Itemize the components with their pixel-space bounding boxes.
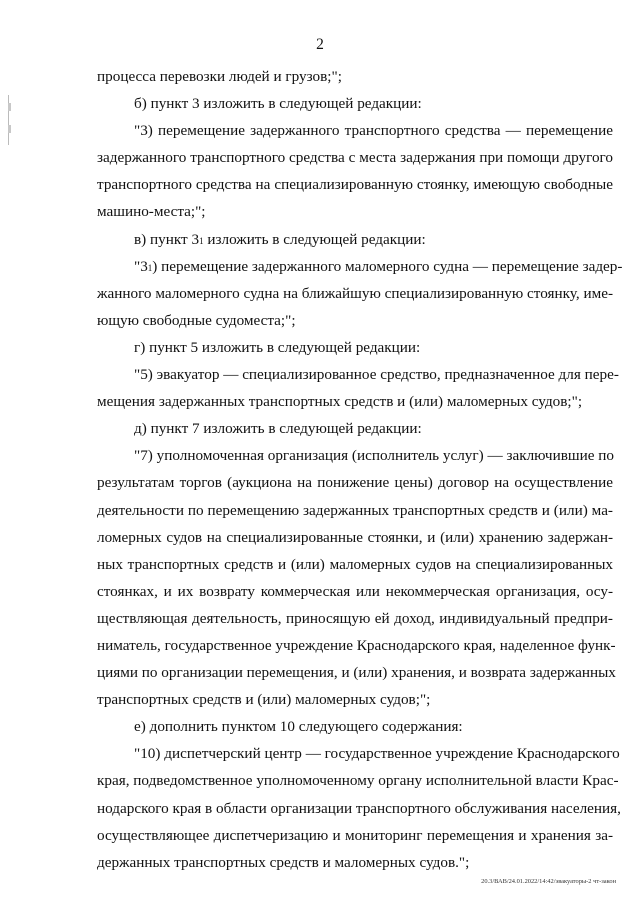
text-line: держанных транспортных средств и маломерных судов.";	[97, 853, 470, 871]
text-line: ниматель, государственное учреждение Краснодарского края, наделенное функ-	[97, 636, 616, 654]
text-line: д) пункт 7 изложить в следующей редакции:	[134, 420, 422, 438]
text-line: процесса перевозки людей и грузов;";	[97, 68, 342, 85]
text-line: е) дополнить пунктом 10 следующего содержания:	[134, 718, 463, 736]
text-line: результатам торгов (аукциона на понижение цены) договор на осуществление	[97, 474, 613, 492]
document-body	[97, 63, 623, 876]
text-line: "3) перемещение задержанного транспортного средства — перемещение	[134, 122, 613, 140]
text-line: ломерных судов на специализированные стоянки, и (или) хранению задержан-	[97, 528, 613, 546]
margin-scan-marks	[8, 95, 12, 145]
text-line: транспортных средств и (или) маломерных судов;";	[97, 691, 431, 709]
text-line: г) пункт 5 изложить в следующей редакции:	[134, 338, 421, 356]
text-line: б) пункт 3 изложить в следующей редакции:	[134, 95, 422, 113]
text-line: "10) диспетчерский центр — государственное учреждение Краснодарского	[134, 745, 620, 763]
page-number: 2	[316, 36, 324, 53]
text-line: края, подведомственное уполномоченному органу исполнительной власти Крас-	[97, 772, 619, 790]
text-line: ществляющая деятельность, приносящую ей доход, индивидуальный предпри-	[97, 609, 613, 627]
text-line: "7) уполномоченная организация (исполнитель услуг) — заключившие по	[134, 447, 614, 465]
text-line: циями по организации перемещения, и (или) хранения, и возврата задержанных	[97, 664, 616, 682]
text-line: осуществляющее диспетчеризацию и мониторинг перемещения и хранения за-	[97, 826, 613, 844]
text-line: машино-места;";	[97, 203, 206, 221]
text-line: "3 1 ) перемещение задержанного маломерного судна — перемещение задер-	[134, 257, 623, 275]
text-line: жанного маломерного судна на ближайшую специализированную стоянку, име-	[97, 284, 614, 302]
text-line: "5) эвакуатор — специализированное средство, предназначенное для пере-	[134, 366, 619, 384]
text-line: транспортного средства на специализированную стоянку, имеющую свободные	[97, 176, 613, 194]
text-line: стоянках, и их возврату коммерческая или некоммерческая организация, осу-	[97, 582, 613, 600]
text-line: деятельности по перемещению задержанных транспортных средств и (или) ма-	[97, 501, 613, 519]
text-line: мещения задержанных транспортных средств и (или) маломерных судов;";	[97, 393, 583, 411]
text-line: нодарского края в области организации транспортного обслуживания населения,	[97, 799, 621, 817]
text-line: задержанного транспортного средства с места задержания при помощи другого	[97, 149, 613, 167]
footer-stamp: 20.3/ВАВ/24.01.2022/14:42/эвакуаторы-2 чт-закон	[481, 878, 616, 885]
text-line: в) пункт 3 1 изложить в следующей редакции:	[134, 230, 426, 248]
text-line: ных транспортных средств и (или) маломерных судов на специализированных	[97, 555, 613, 573]
text-line: ющую свободные судоместа;";	[97, 311, 296, 329]
